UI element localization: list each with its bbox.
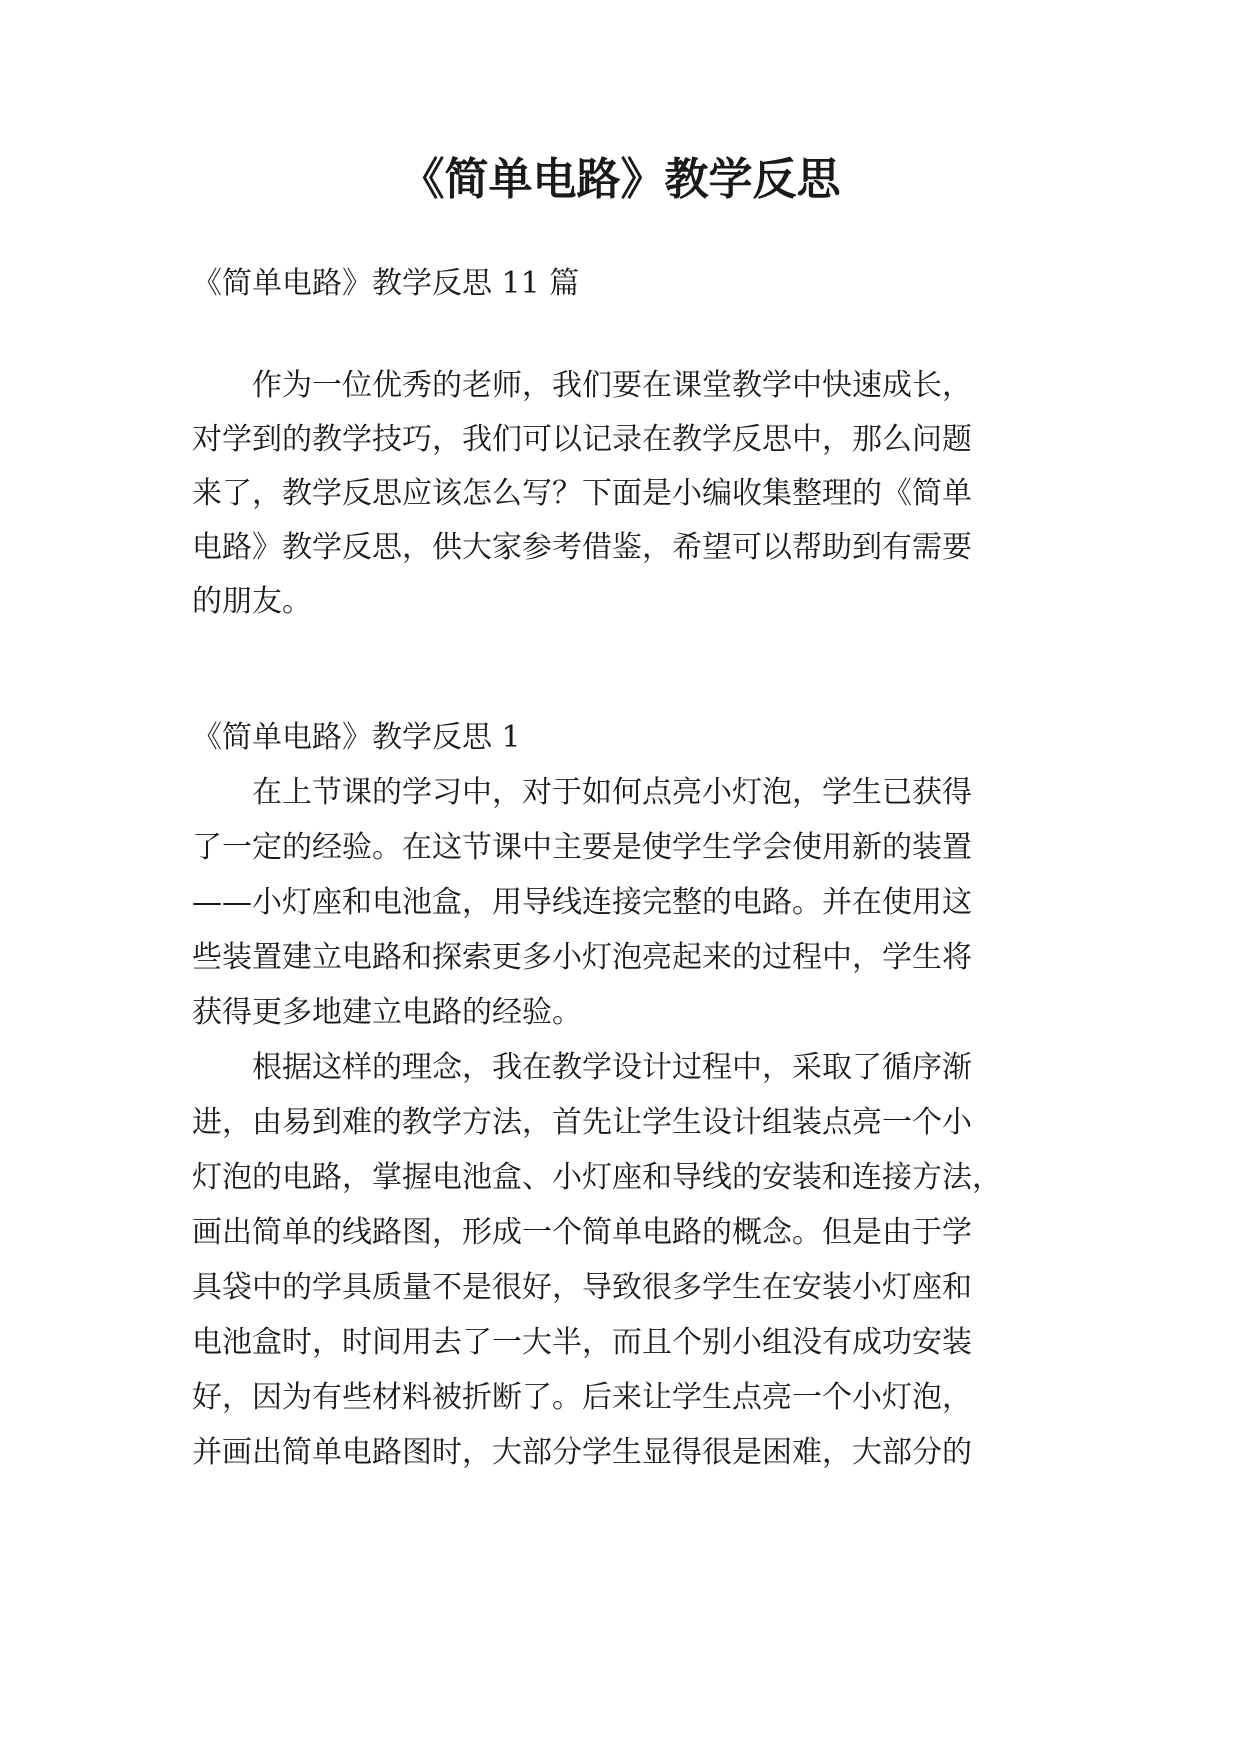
paragraph-line: 了一定的经验。在这节课中主要是使学生学会使用新的装置 bbox=[192, 830, 972, 865]
intro-line: 来了，教学反思应该怎么写？下面是小编收集整理的《简单 bbox=[192, 476, 972, 511]
intro-line: 作为一位优秀的老师，我们要在课堂教学中快速成长， bbox=[252, 368, 972, 403]
intro-line: 电路》教学反思，供大家参考借鉴，希望可以帮助到有需要 bbox=[192, 530, 972, 565]
paragraph-line: 具袋中的学具质量不是很好，导致很多学生在安装小灯座和 bbox=[192, 1270, 972, 1305]
intro-line: 对学到的教学技巧，我们可以记录在教学反思中，那么问题 bbox=[192, 422, 972, 457]
paragraph-line: ——小灯座和电池盒，用导线连接完整的电路。并在使用这 bbox=[192, 885, 972, 920]
paragraph-line: 灯泡的电路，掌握电池盒、小灯座和导线的安装和连接方法， bbox=[192, 1160, 1002, 1195]
paragraph-line: 获得更多地建立电路的经验。 bbox=[192, 995, 582, 1030]
section-heading: 《简单电路》教学反思 1 bbox=[192, 720, 521, 755]
paragraph-line: 根据这样的理念，我在教学设计过程中，采取了循序渐 bbox=[252, 1050, 972, 1085]
paragraph-line: 在上节课的学习中，对于如何点亮小灯泡，学生已获得 bbox=[252, 775, 972, 810]
paragraph-line: 进，由易到难的教学方法，首先让学生设计组装点亮一个小 bbox=[192, 1105, 972, 1140]
paragraph-line: 并画出简单电路图时，大部分学生显得很是困难，大部分的 bbox=[192, 1435, 972, 1470]
intro-line: 的朋友。 bbox=[192, 584, 312, 619]
paragraph-line: 些装置建立电路和探索更多小灯泡亮起来的过程中，学生将 bbox=[192, 940, 972, 975]
paragraph-line: 好，因为有些材料被折断了。后来让学生点亮一个小灯泡， bbox=[192, 1380, 972, 1415]
paragraph-line: 电池盒时，时间用去了一大半，而且个别小组没有成功安装 bbox=[192, 1325, 972, 1360]
page-title: 《简单电路》教学反思 bbox=[400, 154, 841, 205]
document-subtitle: 《简单电路》教学反思 11 篇 bbox=[192, 266, 580, 301]
paragraph-line: 画出简单的线路图，形成一个简单电路的概念。但是由于学 bbox=[192, 1215, 972, 1250]
